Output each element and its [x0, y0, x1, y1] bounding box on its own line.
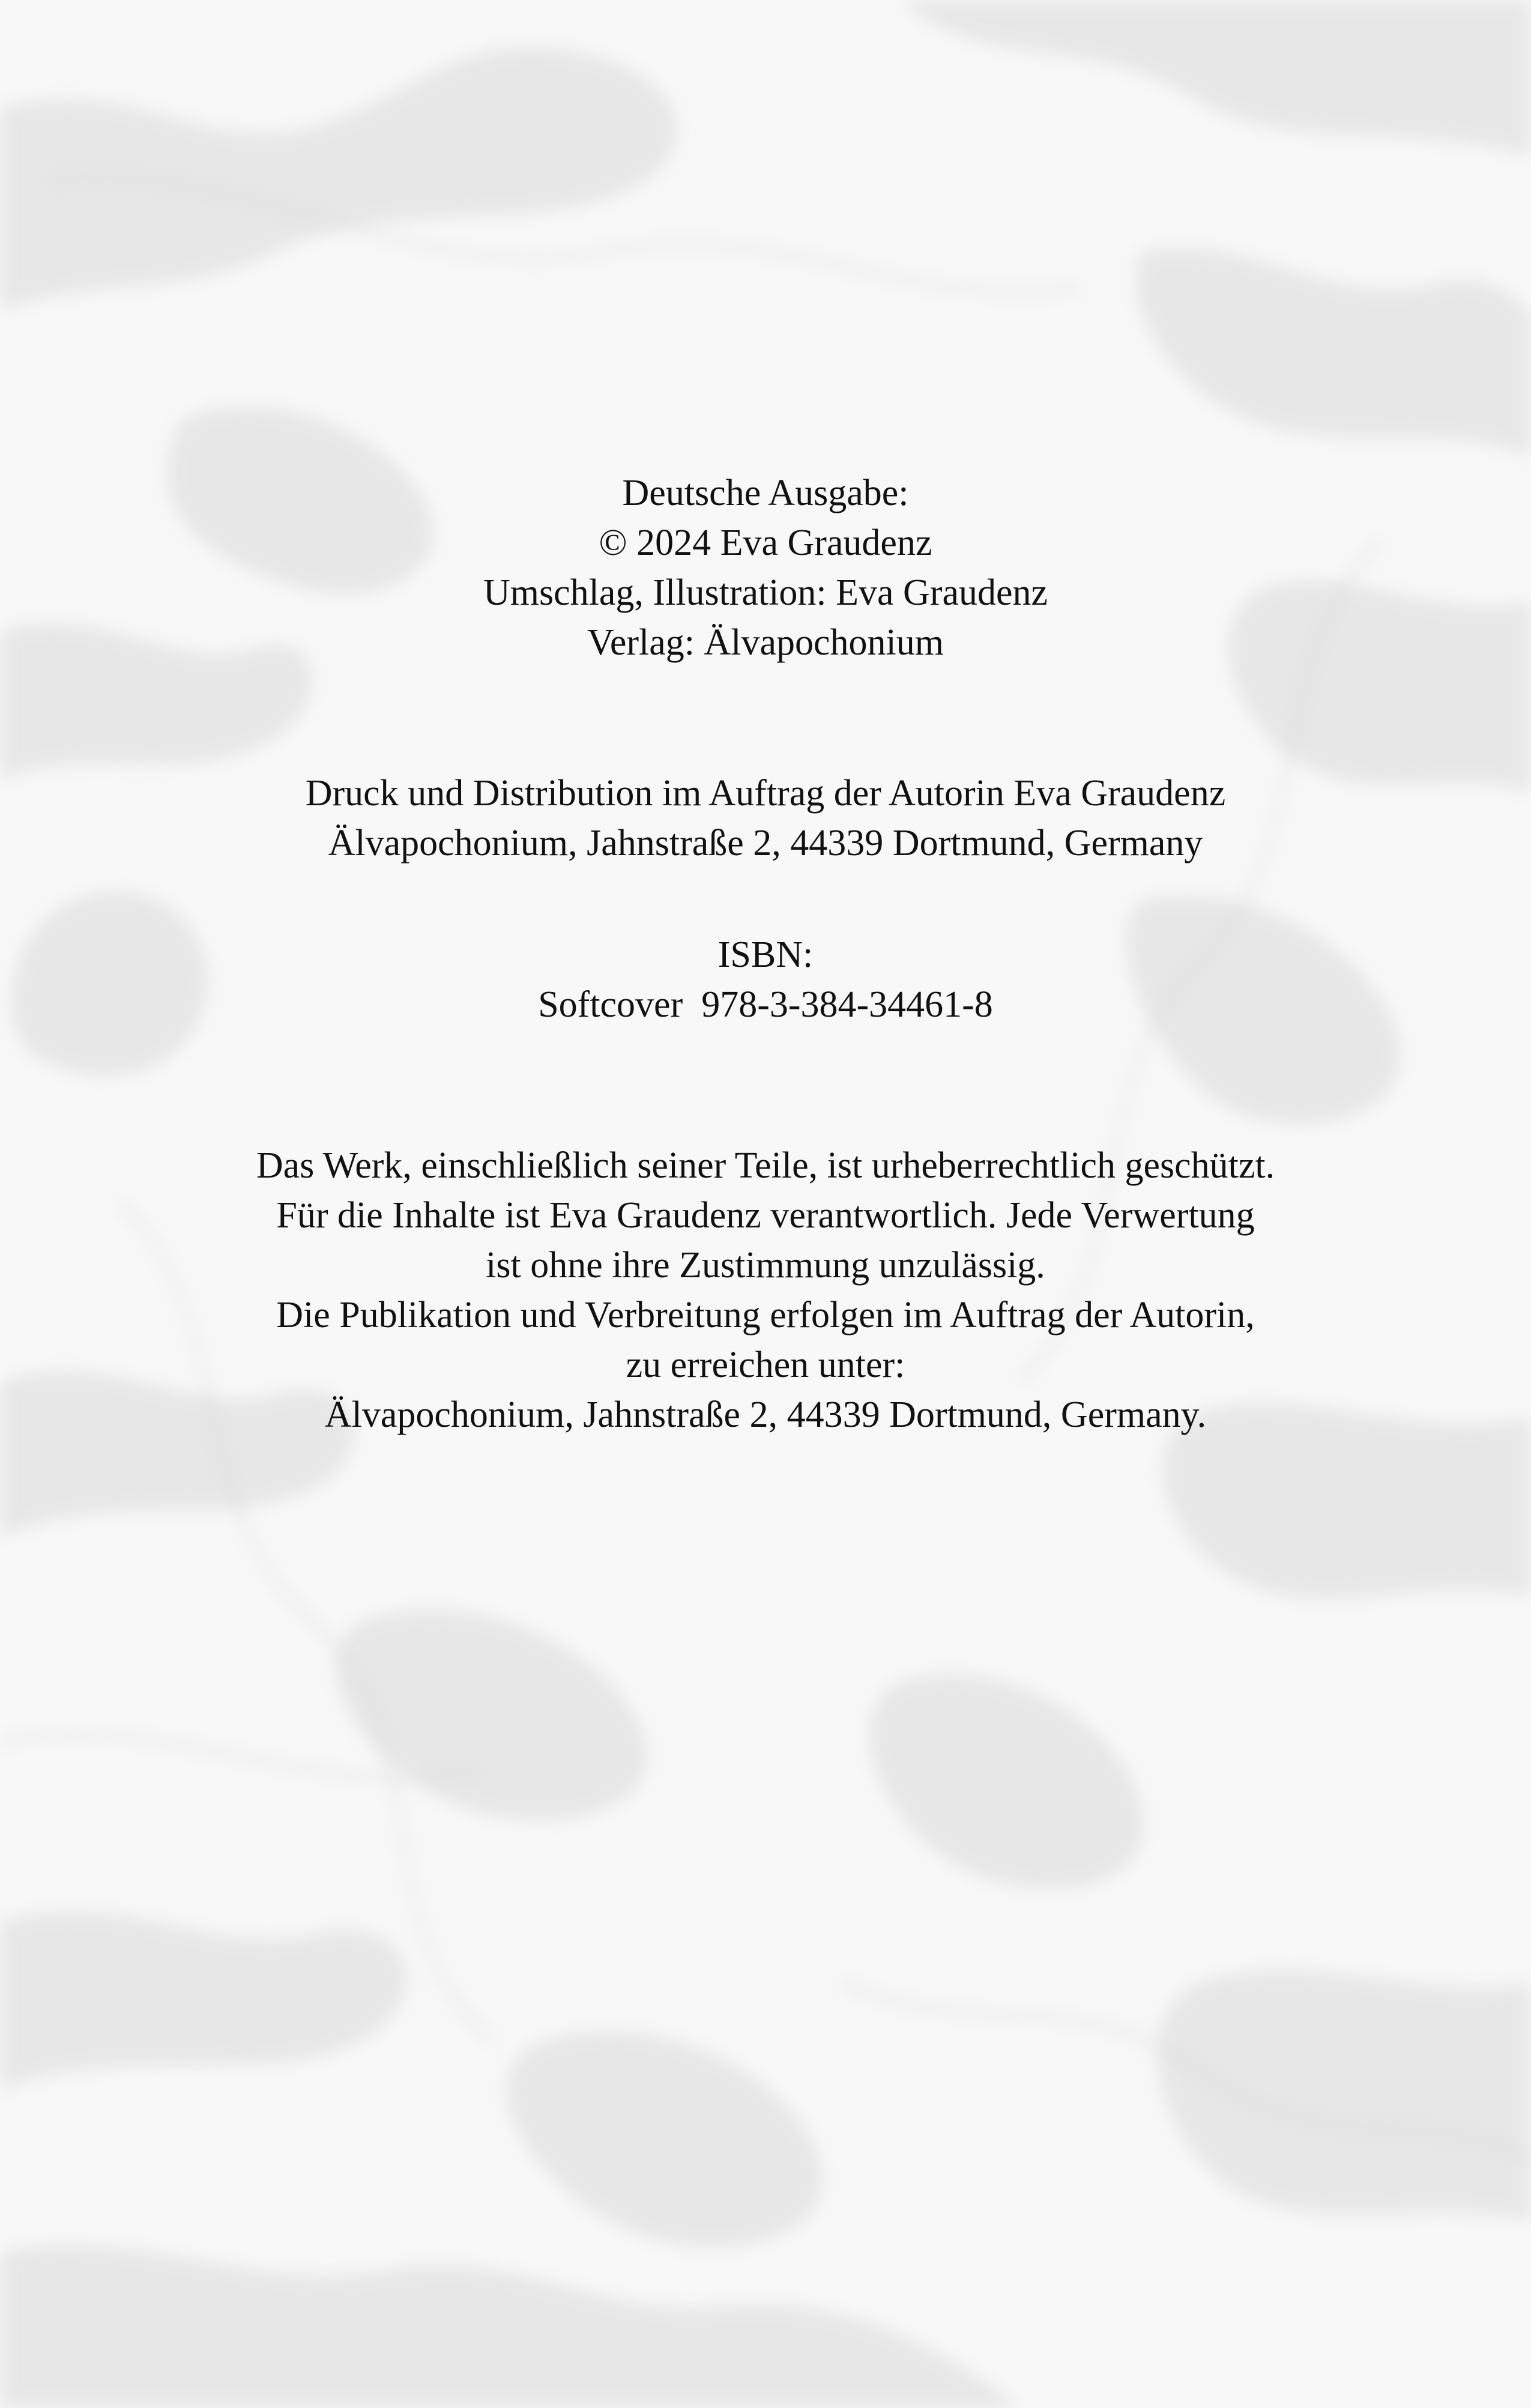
rights-line: Die Publikation und Verbreitung erfolgen im Auftrag der Autorin,: [276, 1295, 1255, 1336]
rights-line: Älvapochonium, Jahnstraße 2, 44339 Dortmund, Germany.: [324, 1394, 1207, 1435]
edition-block: [0, 468, 1531, 668]
cover-credit-line: Umschlag, Illustration: Eva Graudenz: [483, 572, 1048, 613]
copyright-line: © 2024 Eva Graudenz: [599, 522, 932, 563]
publisher-line: Verlag: Älvapochonium: [587, 622, 944, 663]
rights-line: Das Werk, einschließlich seiner Teile, ist urheberrechtlich geschützt.: [256, 1145, 1275, 1186]
print-line-1: Druck und Distribution im Auftrag der Autorin Eva Graudenz: [305, 773, 1226, 814]
rights-line: zu erreichen unter:: [626, 1345, 905, 1385]
isbn-block: [0, 930, 1531, 1030]
rights-line: ist ohne ihre Zustimmung unzulässig.: [486, 1245, 1045, 1286]
print-distribution-block: [0, 769, 1531, 868]
isbn-label: ISBN:: [717, 934, 814, 975]
rights-block: [0, 1141, 1531, 1440]
edition-heading: Deutsche Ausgabe:: [622, 473, 909, 513]
print-line-2: Älvapochonium, Jahnstraße 2, 44339 Dortmund, Germany: [328, 823, 1203, 864]
isbn-softcover: Softcover 978-3-384-34461-8: [538, 984, 993, 1025]
rights-line: Für die Inhalte ist Eva Graudenz verantwortlich. Jede Verwertung: [276, 1195, 1255, 1236]
